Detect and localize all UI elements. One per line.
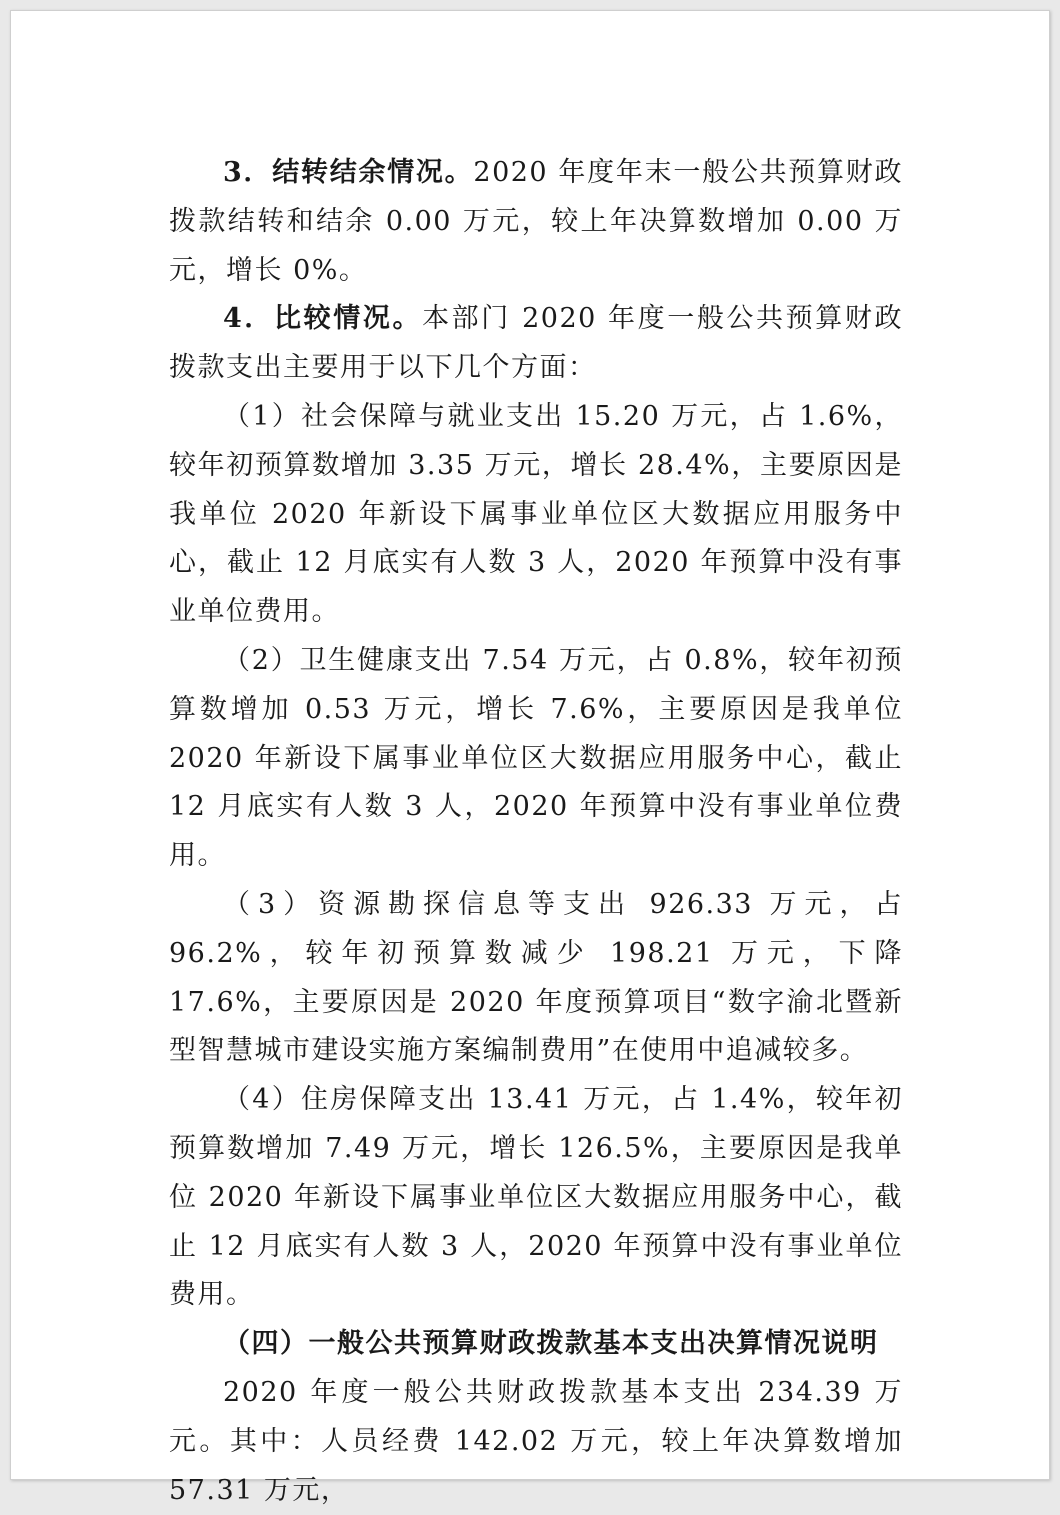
paragraph-carryover <box>169 149 903 295</box>
paragraph-comparison <box>169 295 903 393</box>
paragraph-basic-expenditure: 2020 年度一般公共财政拨款基本支出 234.39 万元。其中：人员经费 142.02 万元，较上年决算数增加 57.31 万元， <box>169 1376 903 1506</box>
paragraph-text: （1）社会保障与就业支出 15.20 万元，占 1.6%，较年初预算数增加 3.35 万元，增长 28.4%，主要原因是我单位 2020 年新设下属事业单位区大数据应用服务中心，截止 12 月底实有人数 3 人，2020 年预算中没有事业单位费用。 <box>169 400 903 628</box>
paragraph-text: （4）住房保障支出 13.41 万元，占 1.4%，较年初预算数增加 7.49 万元，增长 126.5%，主要原因是我单位 2020 年新设下属事业单位区大数据应用服务中心，截止 12 月底实有人数 3 人，2020 年预算中没有事业单位费用。 <box>169 1084 903 1311</box>
paragraph-lead: 4．比较情况。 <box>223 303 423 335</box>
document-page <box>10 10 1050 1506</box>
paragraph-social-security <box>169 393 903 637</box>
paragraph-health <box>169 637 903 881</box>
document-body <box>169 149 903 1515</box>
paragraph-text: 本部门 2020 年度一般公共预算财政拨款支出主要用于以下几个方面： <box>169 303 903 384</box>
paragraph-resource-exploration <box>169 881 903 1076</box>
paragraph-text: （3）资源勘探信息等支出 926.33 万元，占 96.2%，较年初预算数减少 198.21 万元，下降 17.6%，主要原因是 2020 年度预算项目“数字渝北暨新型智慧城市建设实施方案编制费用”在使用中追减较多。 <box>169 888 903 1067</box>
section-heading: （四）一般公共预算财政拨款基本支出决算情况说明 <box>223 1328 879 1360</box>
paragraph-text: 2020 年度年末一般公共预算财政拨款结转和结余 0.00 万元，较上年决算数增加 0.00 万元，增长 0%。 <box>169 157 903 286</box>
paragraph-housing <box>169 1076 903 1320</box>
paragraph-lead: 3．结转结余情况。 <box>223 157 474 188</box>
paragraph-text: （2）卫生健康支出 7.54 万元，占 0.8%，较年初预算数增加 0.53 万元，增长 7.6%，主要原因是我单位 2020 年新设下属事业单位区大数据应用服务中心，截止 12 月底实有人数 3 人，2020 年预算中没有事业单位费用。 <box>169 644 903 872</box>
